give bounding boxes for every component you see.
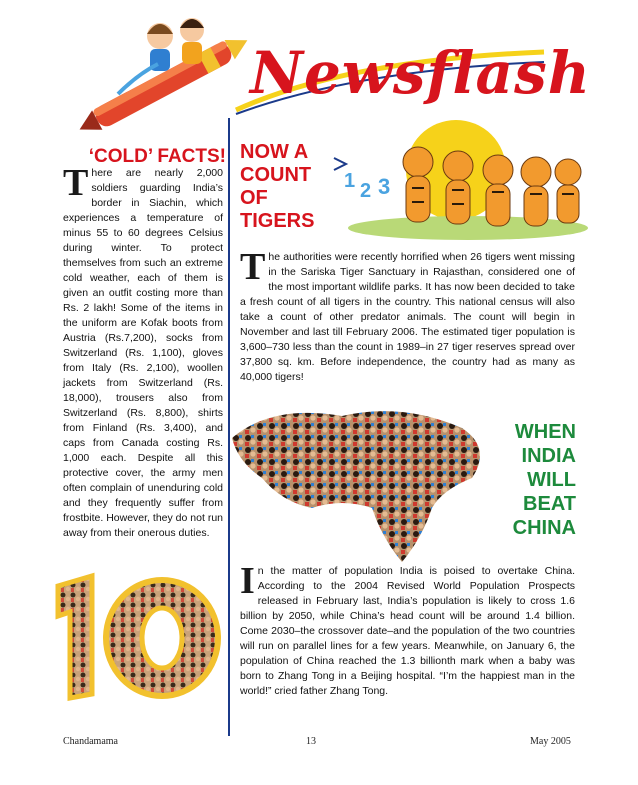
tigers-title [240, 141, 340, 233]
cold-facts-dropcap: T [63, 162, 89, 204]
masthead-title: Newsflash [250, 39, 591, 107]
china-title-line: WHEN [514, 421, 576, 443]
tiger-figures [403, 147, 581, 226]
tigers-dropcap: T [240, 246, 266, 288]
tigers-title-line: NOW A [240, 141, 309, 163]
india-map-crowd-illustration [232, 398, 532, 564]
tigers-title-line: OF [240, 187, 268, 209]
china-title-line: WILL [527, 469, 576, 491]
cold-facts-title: ‘COLD’ FACTS! [88, 146, 226, 167]
footer-page-number: 13 [306, 736, 316, 747]
cold-facts-article [63, 162, 223, 541]
china-title-line: BEAT [523, 493, 576, 515]
footer-publication: Chandamama [63, 736, 118, 747]
tigers-title-line: COUNT [240, 164, 312, 186]
china-article [240, 560, 575, 699]
tiger-count-number-3: 3 [378, 174, 391, 199]
tiger-count-number-2: 2 [360, 180, 372, 202]
column-divider [228, 118, 230, 736]
tigers-article [240, 246, 575, 385]
tiger-count-number-1: 1 [344, 170, 356, 192]
footer-date: May 2005 [530, 736, 571, 747]
china-body: n the matter of population India is poised to overtake China. According to the 2004 Revised World Population Prospects released in February last, India’s population is likely to cross 1.6 billion by 2050, while China’s head count will be around 1.4 billion. Come 2030–the crossover date–and the population of the two countries will run on parallel lines for a few years. Meanwhile, on January 6, the population of China reached the 1.3 billionth mark when a baby was born to Zhang Tong in a Beijing hospital. “I’m the happiest man in the world!” cried father Zhang Tong. [240, 565, 575, 697]
tigers-body: he authorities were recently horrified when 26 tigers went missing in the Sariska Tiger Sanctuary in Rajasthan, considered one of the most important wildlife parks. It has now been decided to take a fresh count of all tigers in the country. This national census will also take a count of other predator animals. The count will begin in November and last till February 2006. The estimated tiger population is 3,600–730 less than the count in 1989–in 27 tiger reserves spread over 37,800 sq. km. Before independence, the country had as many as 40,000 tigers! [240, 251, 575, 383]
ten-badge-illustration [50, 572, 226, 702]
cold-facts-body: here are nearly 2,000 soldiers guarding India’s border in Siachin, which experiences a temperature of minus 55 to 60 degrees Celsius during winter. To protect themselves from such an extreme cold weather, each of them is given an outfit costing more than Rs. 2 lakh! Some of the items in the uniform are Kofak boots from Austria (Rs.7,200), socks from Switzerland (Rs. 1,100), gloves from Italy (Rs. 2,100), woollen jackets from Switzerland (Rs. 18,000), trousers also from Switzerland (Rs. 8,800), shirts from Finland (Rs. 3,400), and caps from Canada costing Rs. 1,000 each. Despite all this protective cover, the army men often complain of unenduring cold and they frequently suffer from frostbite. However, they do not run away from their onerous duties. [63, 167, 223, 539]
china-title [490, 420, 576, 540]
tigers-title-line: TIGERS [240, 210, 315, 232]
china-title-line: INDIA [521, 445, 576, 467]
china-dropcap: I [240, 560, 255, 602]
china-title-line: CHINA [512, 517, 576, 539]
